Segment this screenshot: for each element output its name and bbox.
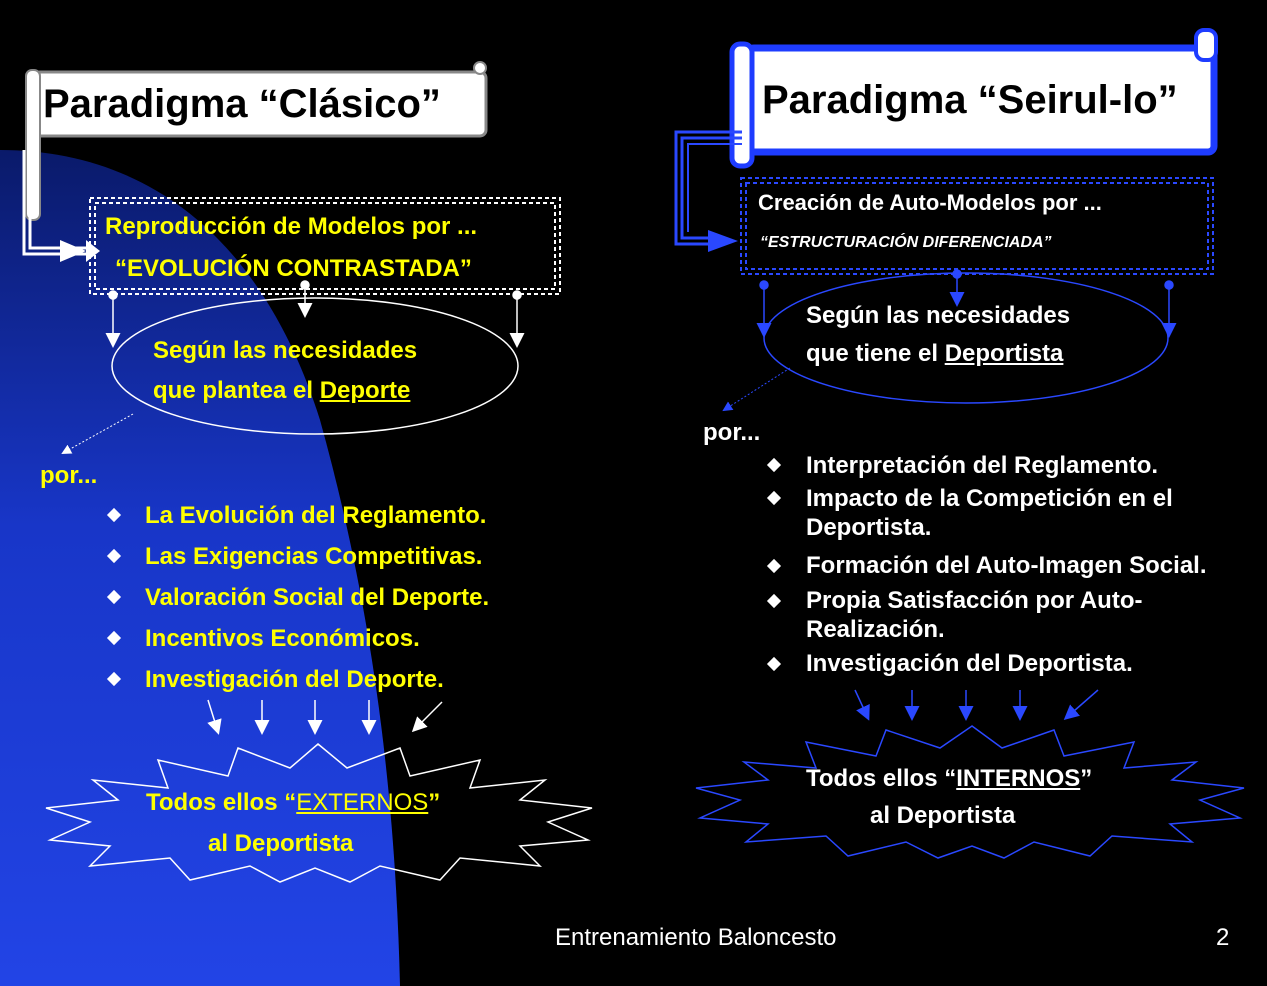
list-item: Impacto de la Competición en el (806, 485, 1173, 512)
right-ellipse-prefix: que tiene el (806, 340, 945, 367)
right-box-line1: Creación de Auto-Modelos por ... (758, 190, 1102, 215)
right-burst-line2: al Deportista (870, 802, 1016, 829)
right-bullets (767, 458, 781, 671)
footer-title: Entrenamiento Baloncesto (555, 924, 837, 951)
left-por: por... (40, 462, 98, 489)
left-box-line1: Reproducción de Modelos por ... (105, 213, 478, 240)
right-burst-line1 (806, 765, 1092, 793)
right-ellipse-link: Deportista (944, 340, 1064, 367)
left-box-line2: “EVOLUCIÓN CONTRASTADA” (115, 255, 472, 282)
list-item: Formación del Auto-Imagen Social. (806, 552, 1207, 579)
right-burst-link: INTERNOS (956, 765, 1081, 792)
page-number: 2 (1216, 924, 1230, 951)
right-burst-prefix: Todos ellos “ (806, 765, 957, 792)
list-item: Deportista. (806, 514, 932, 541)
list-item: Valoración Social del Deporte. (145, 584, 490, 611)
list-item: Investigación del Deporte. (145, 666, 444, 693)
left-ellipse-line2 (153, 377, 410, 405)
left-ellipse-link: Deporte (319, 377, 411, 404)
right-ellipse (764, 273, 1168, 403)
left-burst-prefix: Todos ellos “ (146, 789, 297, 816)
left-ellipse-prefix: que plantea el (153, 377, 320, 404)
list-item: Investigación del Deportista. (806, 650, 1133, 677)
right-title: Paradigma “Seirul-lo” (762, 78, 1178, 122)
left-burst-link: EXTERNOS (296, 789, 429, 816)
right-ellipse-line2 (806, 340, 1063, 368)
left-burst-line1 (146, 789, 440, 817)
left-title: Paradigma “Clásico” (43, 82, 441, 126)
list-item: La Evolución del Reglamento. (145, 502, 487, 529)
list-item: Las Exigencias Competitivas. (145, 543, 483, 570)
list-item: Realización. (806, 616, 945, 643)
right-ellipse-line1: Según las necesidades (806, 302, 1071, 329)
list-item: Interpretación del Reglamento. (806, 452, 1159, 479)
right-burst-suffix: ” (1080, 765, 1093, 792)
right-burst-arrows (855, 690, 1098, 718)
right-box-line2: “ESTRUCTURACIÓN DIFERENCIADA” (760, 234, 1052, 251)
right-por: por... (703, 419, 761, 446)
left-burst-line2: al Deportista (208, 830, 354, 857)
list-item: Incentivos Económicos. (145, 625, 420, 652)
left-ellipse-line1: Según las necesidades (153, 337, 418, 364)
left-burst-suffix: ” (428, 789, 441, 816)
list-item: Propia Satisfacción por Auto- (806, 587, 1143, 614)
